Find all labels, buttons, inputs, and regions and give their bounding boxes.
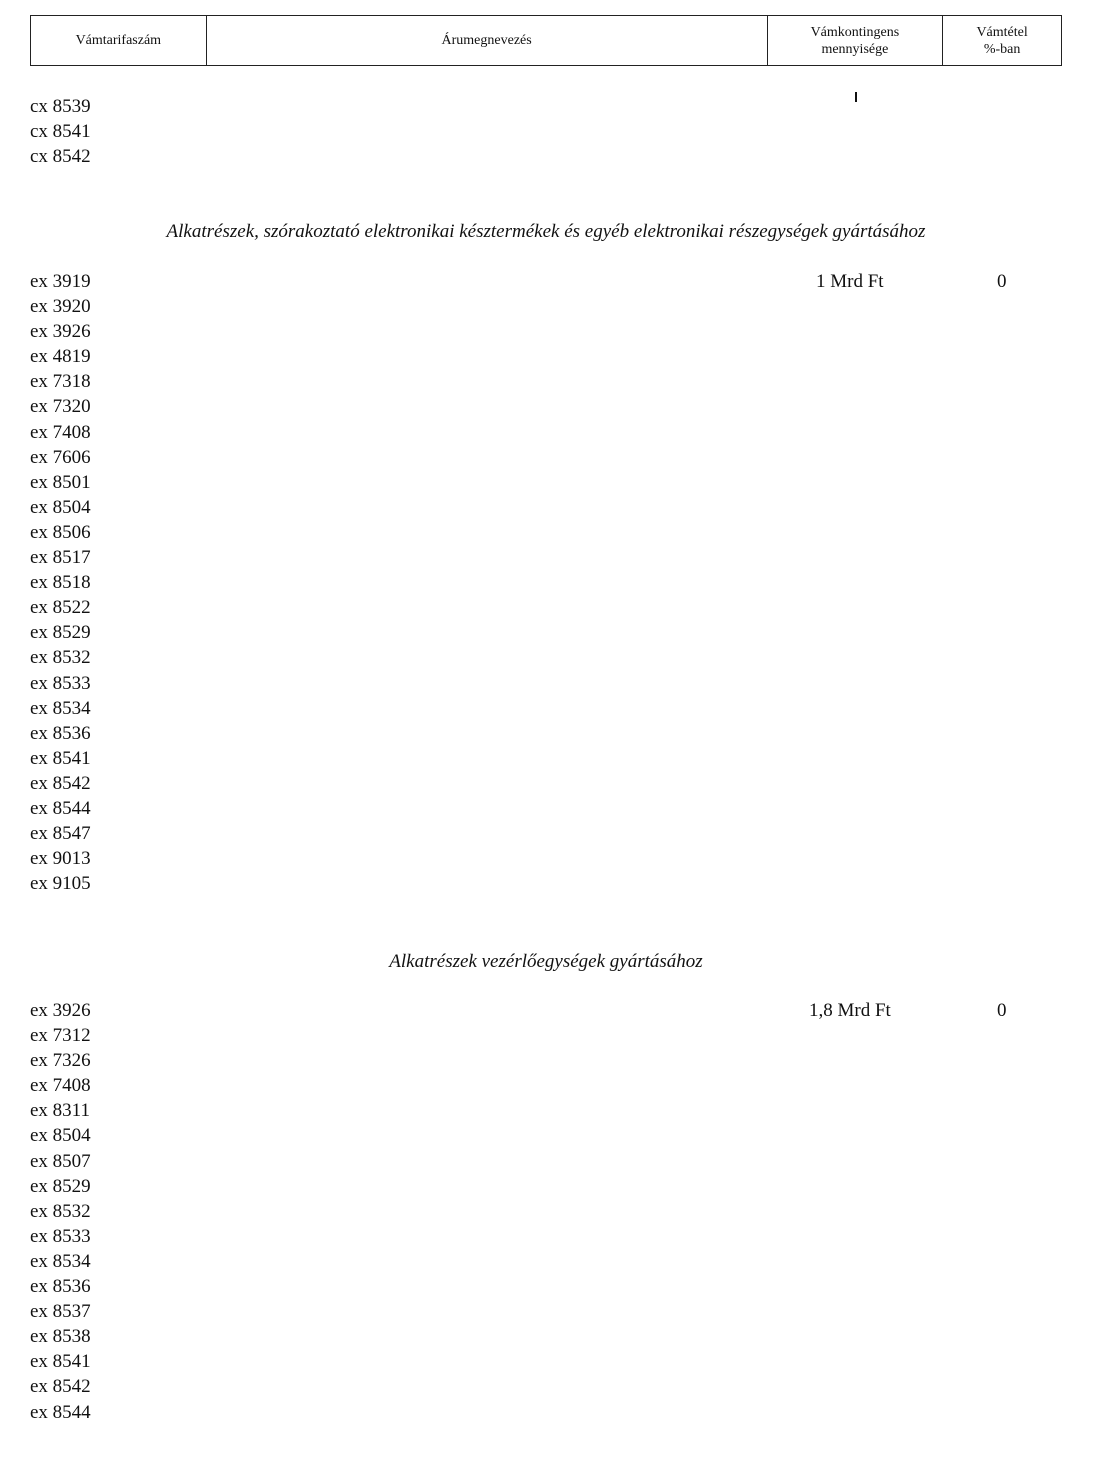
section-1-code-list [30,269,91,896]
tariff-code: ex 7312 [30,1025,91,1047]
tariff-code: ex 8504 [30,1125,91,1147]
header-tariff-number: Vámtarifaszám [31,16,207,65]
tariff-code: ex 8534 [30,1250,91,1272]
tariff-code: ex 8541 [30,1351,91,1373]
tariff-code: ex 8541 [30,747,91,769]
tariff-code: ex 4819 [30,346,91,368]
tariff-code: cx 8539 [30,96,91,117]
tariff-code: ex 8533 [30,672,91,694]
tariff-code: ex 3926 [30,321,91,343]
tariff-code: ex 7606 [30,446,91,468]
tariff-code: ex 3926 [30,1000,91,1021]
header-duty-rate: Vámtétel %-ban [976,24,1028,57]
section-2-code-list [30,998,91,1425]
tariff-code: ex 8544 [30,797,91,819]
tariff-code: ex 8534 [30,697,91,719]
tariff-code: ex 8536 [30,1276,91,1298]
table-header [30,15,1062,66]
section-2-quota: 1,8 Mrd Ft [809,1000,891,1021]
tariff-code: ex 8504 [30,496,91,518]
tariff-code: ex 7320 [30,396,91,418]
tariff-code: ex 8544 [30,1401,91,1423]
tariff-code: ex 8518 [30,572,91,594]
section-1-title: Alkatrészek, szórakoztató elektronikai késztermékek és egyéb elektronikai részegységek gyártásához [166,221,926,242]
section-1-quota: 1 Mrd Ft [816,271,884,292]
tariff-code: ex 8532 [30,1200,91,1222]
tariff-code: ex 8529 [30,622,91,644]
tariff-code: cx 8541 [30,121,91,143]
tariff-code: ex 3920 [30,296,91,318]
top-code-list [30,94,91,169]
header-goods-description: Árumegnevezés [207,16,768,65]
tariff-code: ex 8533 [30,1225,91,1247]
tariff-code: ex 8542 [30,1376,91,1398]
tariff-code: ex 9013 [30,848,91,870]
tariff-code: ex 9105 [30,873,91,895]
scan-mark [855,92,857,102]
tariff-code: ex 8529 [30,1175,91,1197]
tariff-code: ex 8537 [30,1301,91,1323]
tariff-code: ex 7326 [30,1050,91,1072]
tariff-code: ex 8538 [30,1326,91,1348]
header-quota-quantity: Vámkontingens mennyisége [768,16,944,65]
tariff-code: ex 8532 [30,647,91,669]
tariff-code: ex 8536 [30,722,91,744]
section-1-rate: 0 [997,271,1007,292]
tariff-code: ex 8311 [30,1100,90,1122]
tariff-code: ex 7408 [30,421,91,443]
tariff-code: ex 3919 [30,271,91,292]
tariff-code: ex 8501 [30,471,91,493]
tariff-code: ex 7318 [30,371,91,393]
tariff-code: ex 8517 [30,547,91,569]
section-2-rate: 0 [997,1000,1007,1021]
tariff-code: ex 8542 [30,772,91,794]
tariff-code: cx 8542 [30,146,91,168]
section-2-title: Alkatrészek vezérlőegységek gyártásához [389,951,703,972]
tariff-code: ex 8506 [30,521,91,543]
tariff-code: ex 7408 [30,1075,91,1097]
tariff-code: ex 8547 [30,823,91,845]
tariff-code: ex 8522 [30,597,91,619]
tariff-code: ex 8507 [30,1150,91,1172]
